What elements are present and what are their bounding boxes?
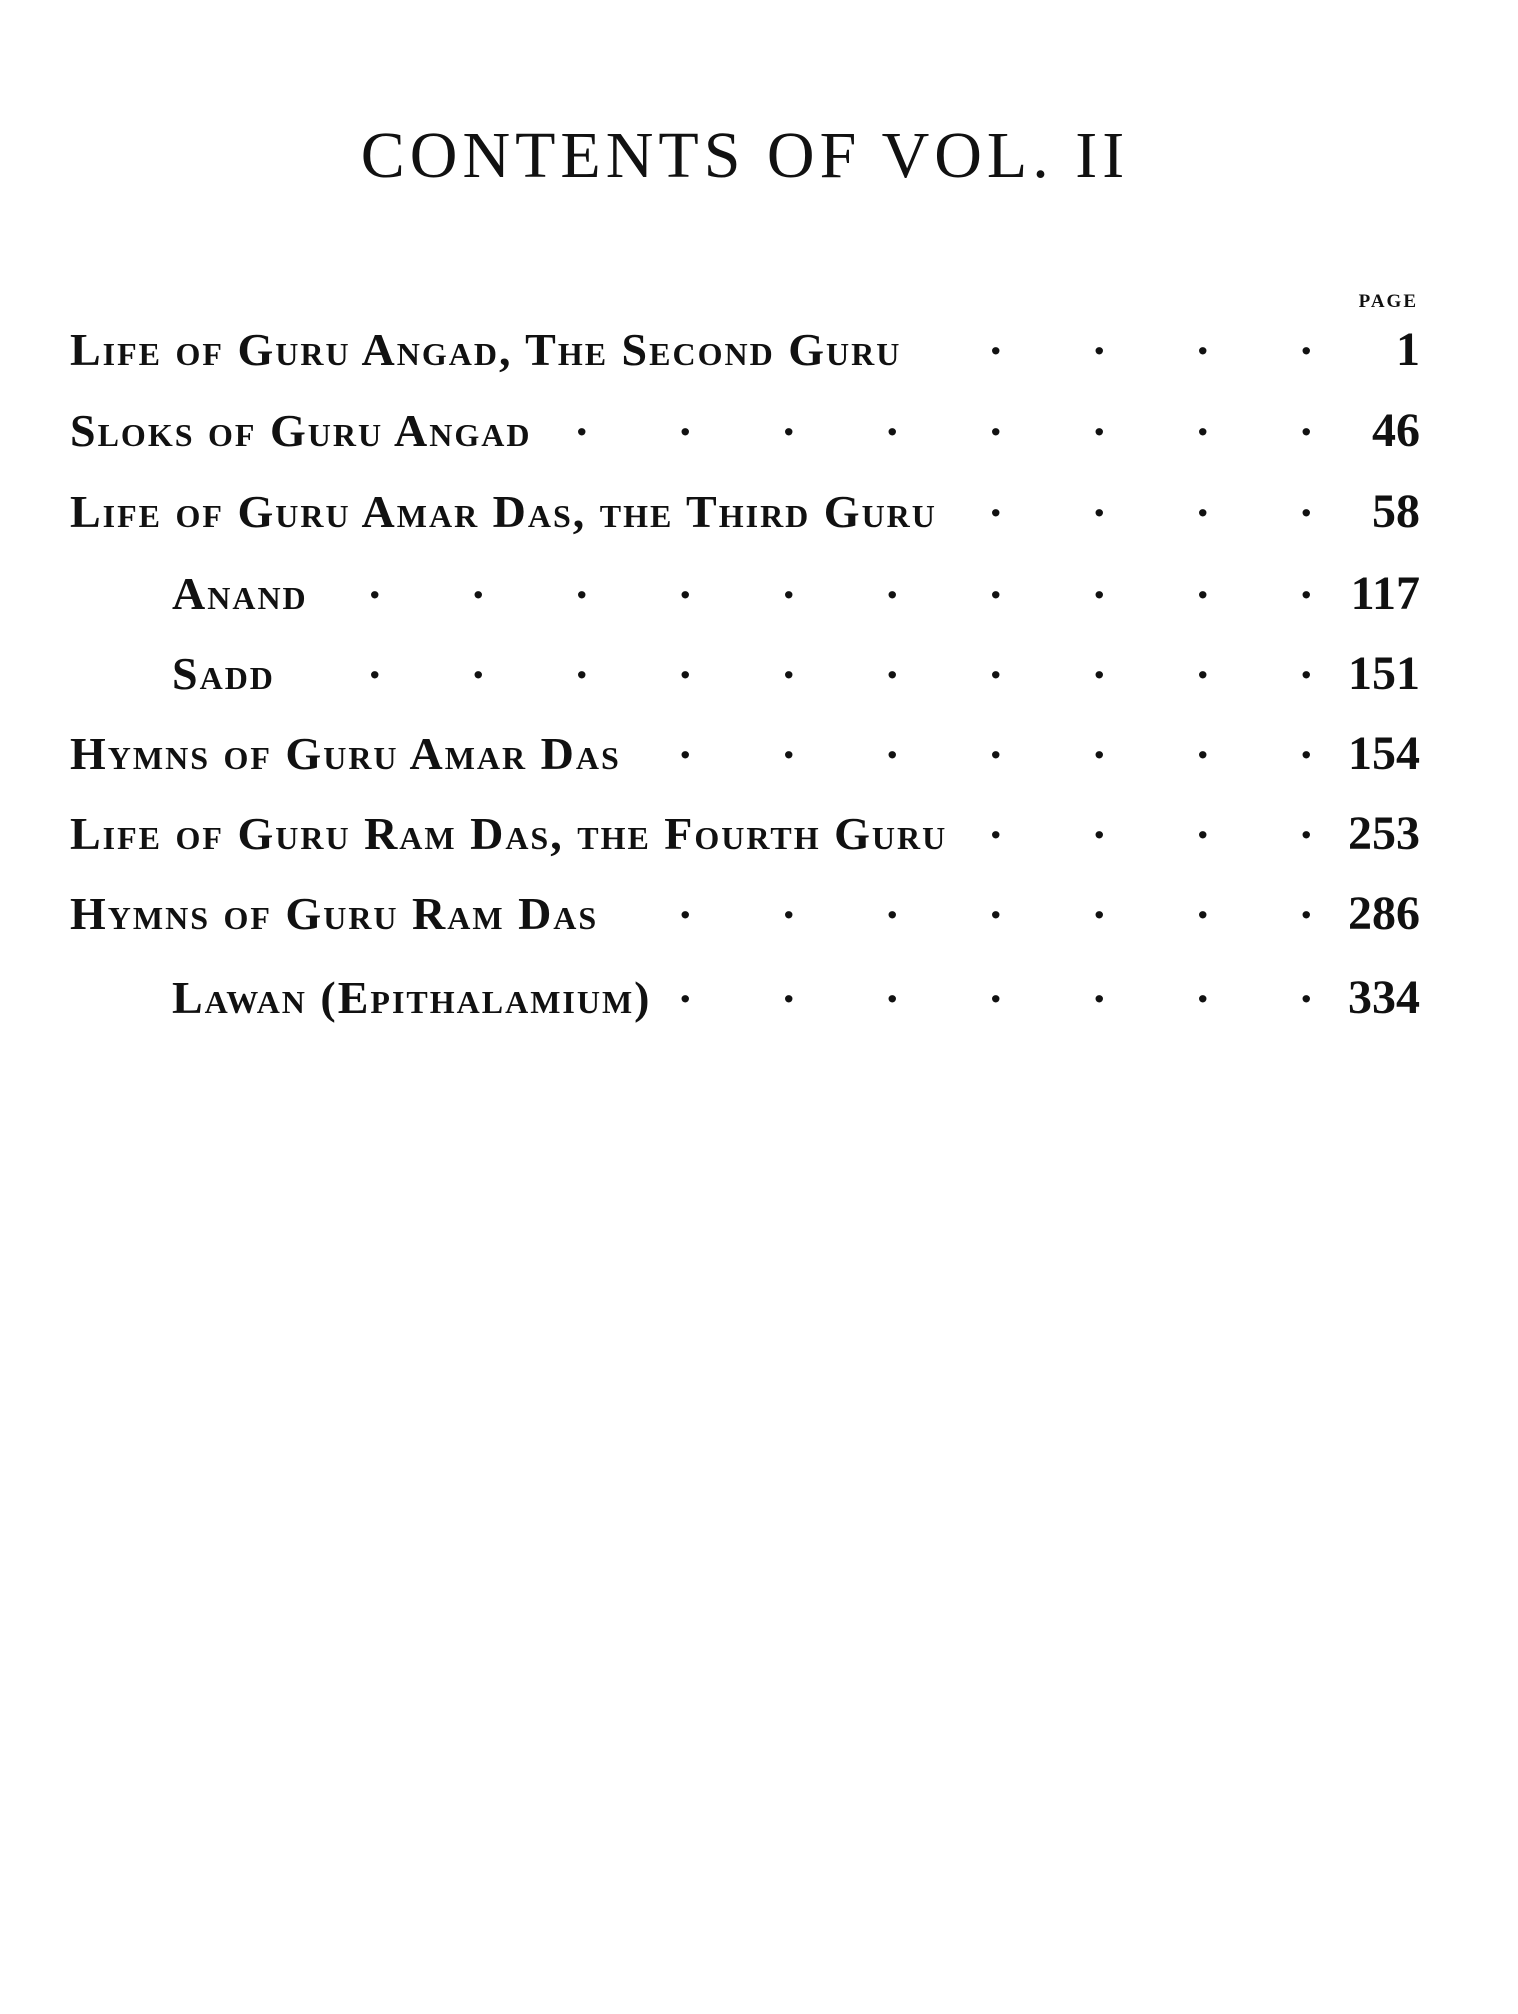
dot-leader xyxy=(937,474,1330,527)
toc-entry-page: 151 xyxy=(1348,647,1420,700)
toc-entry-page: 46 xyxy=(1372,404,1420,457)
toc-entry[interactable] xyxy=(70,474,1420,544)
toc-entry-title: Hymns of Guru Ram Das xyxy=(70,888,599,939)
toc-entry[interactable] xyxy=(70,876,1420,946)
dot-leader xyxy=(275,636,1330,689)
toc-entry[interactable] xyxy=(70,312,1420,382)
page-column-label: page xyxy=(1358,283,1418,313)
toc-entry-page: 58 xyxy=(1372,485,1420,538)
page-title: CONTENTS OF VOL. II xyxy=(360,119,1130,192)
toc-entry-title: Hymns of Guru Amar Das xyxy=(70,728,621,779)
dot-leader xyxy=(621,716,1330,769)
toc-entry[interactable] xyxy=(70,796,1420,866)
toc-entry-title: Anand xyxy=(172,568,308,619)
toc-entry[interactable] xyxy=(70,393,1420,463)
dot-leader xyxy=(652,960,1331,1013)
toc-entry[interactable] xyxy=(70,636,1420,706)
toc-entry[interactable] xyxy=(70,716,1420,786)
toc-entry-title: Lawan (Epithalamium) xyxy=(172,972,652,1023)
dot-leader xyxy=(947,796,1330,849)
toc-entry-page: 154 xyxy=(1348,727,1420,780)
toc-entry-page: 286 xyxy=(1348,887,1420,940)
toc-entry[interactable] xyxy=(70,556,1420,626)
dot-leader xyxy=(901,312,1330,365)
toc-entry-title: Life of Guru Amar Das, the Third Guru xyxy=(70,486,937,537)
toc-entry-page: 253 xyxy=(1348,807,1420,860)
toc-entry-page: 334 xyxy=(1348,971,1420,1024)
dot-leader xyxy=(531,393,1330,446)
toc-entry-title: Life of Guru Angad, The Second Guru xyxy=(70,324,902,375)
toc-entry-title: Life of Guru Ram Das, the Fourth Guru xyxy=(70,808,948,859)
toc-entry-title: Sadd xyxy=(172,648,275,699)
dot-leader xyxy=(308,556,1330,609)
toc-entry[interactable] xyxy=(70,960,1420,1030)
toc-entry-title: Sloks of Guru Angad xyxy=(70,405,532,456)
toc-entry-page: 1 xyxy=(1396,323,1420,376)
dot-leader xyxy=(598,876,1330,929)
toc-entry-page: 117 xyxy=(1350,567,1420,620)
